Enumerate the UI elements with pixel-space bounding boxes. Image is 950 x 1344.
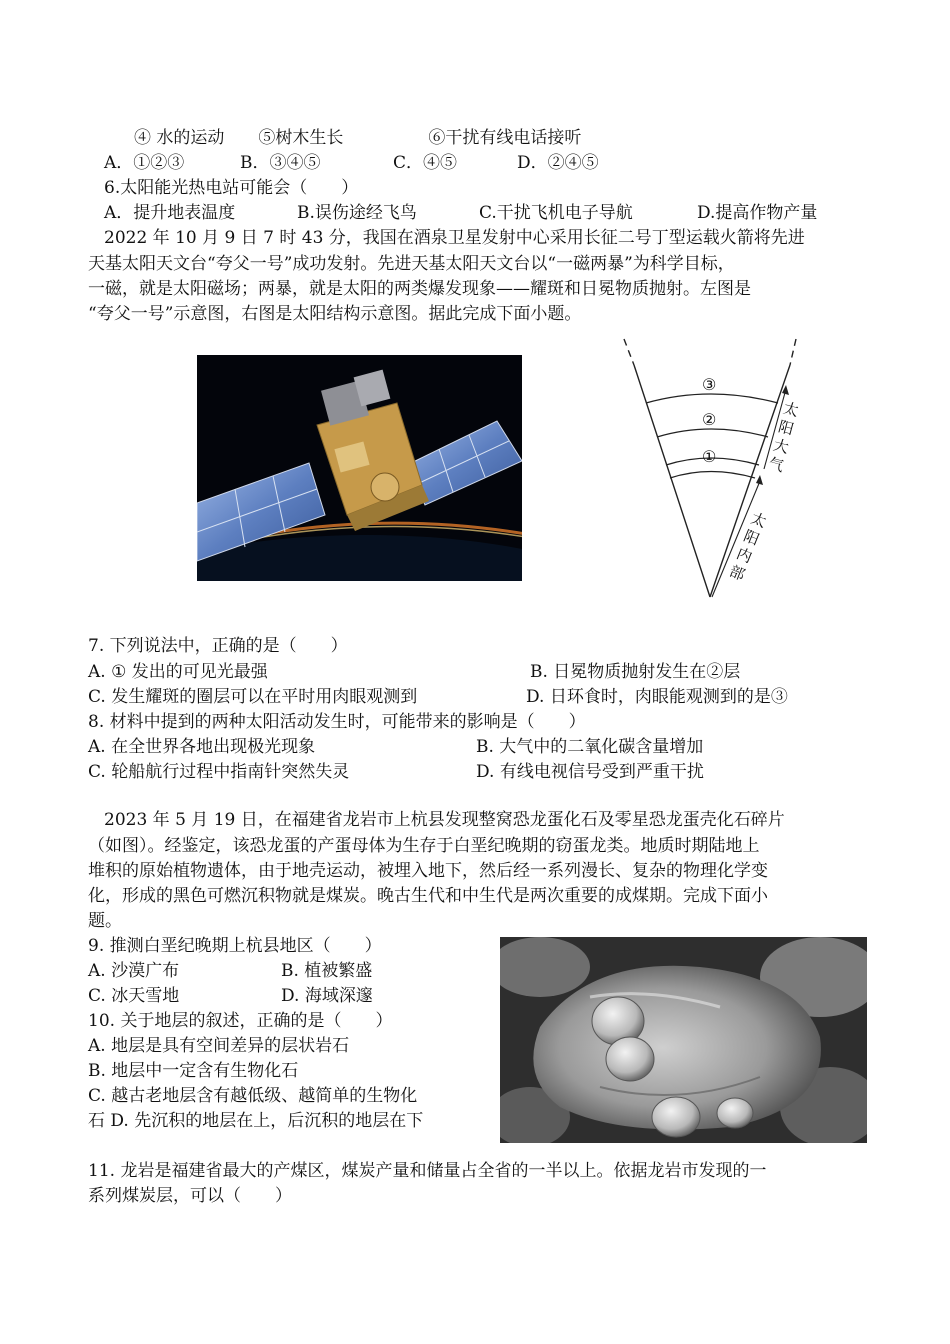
material2-line: 2023 年 5 月 19 日，在福建省龙岩市上杭县发现整窝恐龙蛋化石及零星恐龙蛋壳化石碎片 [104, 810, 785, 830]
q5-option-c: C．④⑤ [393, 153, 458, 173]
q8-option-a: A. 在全世界各地出现极光现象 [88, 737, 316, 757]
q8-stem: 8. 材料中提到的两种太阳活动发生时，可能带来的影响是（ ） [88, 712, 586, 732]
q6-stem: 6.太阳能光热电站可能会（ ） [104, 178, 359, 198]
q7-option-d: D. 日环食时，肉眼能观测到的是③ [526, 687, 788, 707]
material1-line: “夸父一号”示意图，右图是太阳结构示意图。据此完成下面小题。 [88, 304, 582, 324]
material2-line: 堆积的原始植物遗体，由于地壳运动，被埋入地下，然后经一系列漫长、复杂的物理化学变 [88, 861, 768, 881]
q9-option-d: D. 海域深邃 [281, 986, 373, 1006]
layer-3-label: ③ [702, 375, 717, 394]
q7-stem: 7. 下列说法中，正确的是（ ） [88, 636, 348, 656]
q11-line: 系列煤炭层，可以（ ） [88, 1186, 292, 1206]
kuafu-satellite-image [197, 355, 522, 581]
q9-stem: 9. 推测白垩纪晚期上杭县地区（ ） [88, 936, 382, 956]
atmosphere-char: 阳 [776, 417, 796, 439]
interior-char: 部 [726, 561, 748, 585]
q9-option-c: C. 冰天雪地 [88, 986, 180, 1006]
fossil-illustration [500, 937, 867, 1143]
q10-line: C. 越古老地层含有越低级、越简单的生物化 [88, 1086, 418, 1106]
q9-option-a: A. 沙漠广布 [88, 961, 180, 981]
q7-option-c: C. 发生耀斑的圈层可以在平时用肉眼观测到 [88, 687, 418, 707]
dinosaur-egg-fossil-photo [500, 937, 867, 1143]
q8-option-d: D. 有线电视信号受到严重干扰 [476, 762, 704, 782]
q8-option-b: B. 大气中的二氧化碳含量增加 [476, 737, 704, 757]
q5-items-line: ④ 水的运动 ⑤树木生长 ⑥干扰有线电话接听 [134, 128, 582, 148]
q9-option-b: B. 植被繁盛 [281, 961, 373, 981]
q8-option-c: C. 轮船航行过程中指南针突然失灵 [88, 762, 350, 782]
interior-char: 阳 [741, 526, 762, 549]
q6-option-c: C.干扰飞机电子导航 [479, 203, 633, 223]
q10-stem: 10. 关于地层的叙述，正确的是（ ） [88, 1011, 393, 1031]
q7-option-a: A. ① 发出的可见光最强 [88, 662, 268, 682]
material2-line: 化，形成的黑色可燃沉积物就是煤炭。晚古生代和中生代是两次重要的成煤期。完成下面小 [88, 886, 768, 906]
satellite-illustration [197, 355, 522, 581]
q5-option-a: A．①②③ [104, 153, 185, 173]
q5-option-d: D．②④⑤ [517, 153, 599, 173]
q6-option-d: D.提高作物产量 [697, 203, 818, 223]
q10-line: A. 地层是具有空间差异的层状岩石 [88, 1036, 350, 1056]
interior-char: 内 [734, 544, 755, 567]
layer-2-label: ② [702, 410, 717, 429]
interior-char: 太 [748, 509, 769, 532]
material2-line: 题。 [88, 911, 122, 931]
atmosphere-char: 大 [771, 435, 791, 457]
atmosphere-char: 气 [766, 454, 786, 476]
sun-structure-diagram [610, 335, 810, 605]
layer-1-label: ① [702, 447, 717, 466]
q11-line: 11. 龙岩是福建省最大的产煤区，煤炭产量和储量占全省的一半以上。依据龙岩市发现的一 [88, 1161, 767, 1181]
material2-line: （如图）。经鉴定，该恐龙蛋的产蛋母体为生存于白垩纪晚期的窃蛋龙类。地质时期陆地上 [88, 836, 760, 856]
q6-option-b: B.误伤途经飞鸟 [297, 203, 417, 223]
q10-line: 石 D. 先沉积的地层在上，后沉积的地层在下 [88, 1111, 424, 1131]
atmosphere-char: 太 [781, 399, 801, 421]
q6-option-a: A．提升地表温度 [104, 203, 236, 223]
material1-line: 一磁，就是太阳磁场；两暴，就是太阳的两类爆发现象——耀斑和日冕物质抛射。左图是 [88, 279, 751, 299]
q7-option-b: B. 日冕物质抛射发生在②层 [530, 662, 741, 682]
q10-line: B. 地层中一定含有生物化石 [88, 1061, 299, 1081]
material1-line: 2022 年 10 月 9 日 7 时 43 分，我国在酒泉卫星发射中心采用长征二号丁型运载火箭将先进 [104, 228, 805, 248]
q5-option-b: B．③④⑤ [240, 153, 321, 173]
material1-line: 天基太阳天文台“夸父一号”成功发射。先进天基太阳天文台以“一磁两暴”为科学目标， [88, 254, 735, 274]
